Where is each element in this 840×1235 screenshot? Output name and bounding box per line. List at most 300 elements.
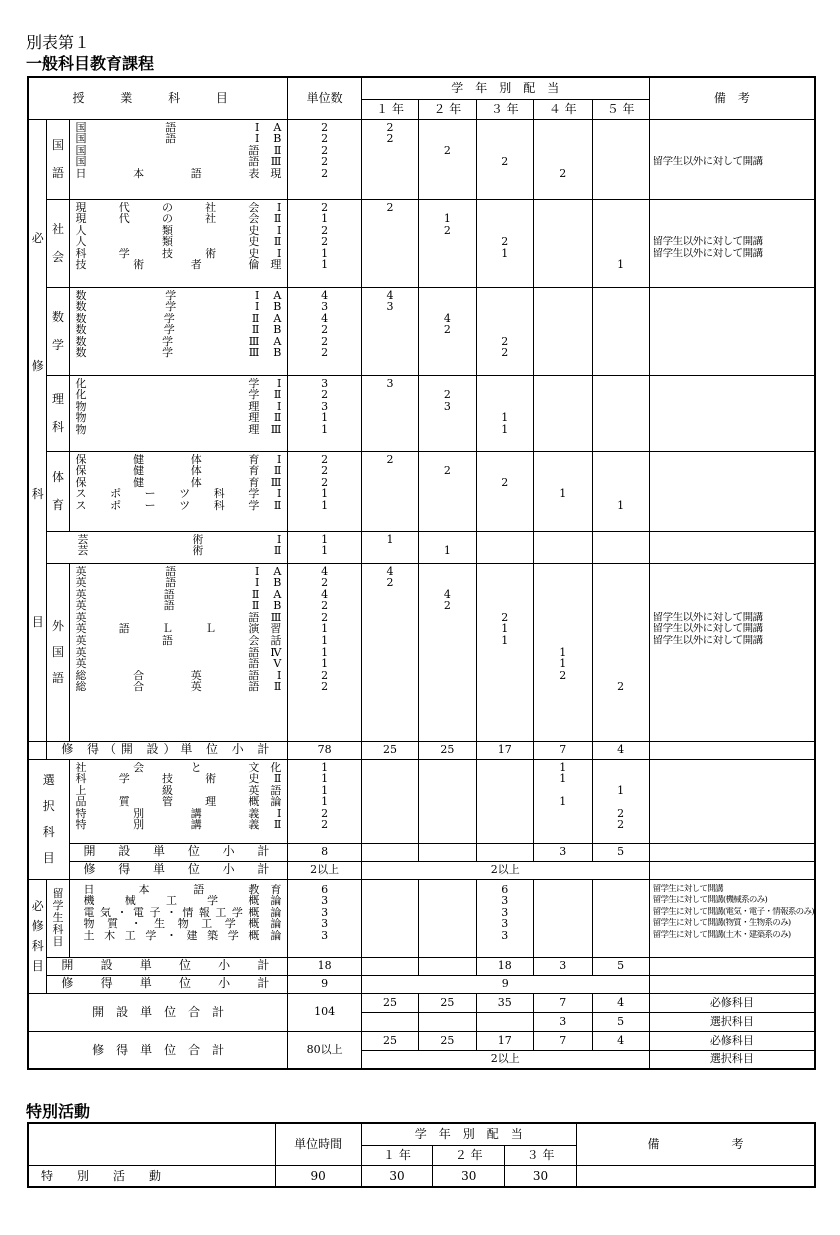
grade-col-line (593, 424, 649, 436)
grade-col-line (362, 884, 418, 896)
subject-level: Ⅱ (273, 144, 282, 157)
grade-col (476, 451, 533, 531)
remarks-col-line (653, 566, 814, 578)
total-note: 必修科目 (649, 993, 815, 1012)
subject-name: 数 学 Ⅲ (75, 335, 260, 348)
grade-dist-header: 学 年 別 配 当 (361, 77, 649, 99)
group-label (47, 287, 69, 375)
units-col-line: 3 (321, 906, 329, 919)
grade-col (533, 375, 592, 451)
subject-list (47, 531, 288, 563)
grade-col-line (362, 589, 418, 601)
subtotal-grade: 4 (592, 741, 649, 759)
group-char: 国 (51, 138, 64, 152)
subject-name: 化 学 (75, 377, 260, 390)
units-col-line: 1 (321, 259, 329, 272)
subject-level: B (273, 600, 282, 612)
grade-col-line (534, 412, 592, 424)
units-col-line: 3 (321, 929, 329, 942)
grade-col-line (593, 577, 649, 589)
grade-col-line (534, 477, 592, 489)
grade-col (361, 119, 418, 199)
grade-col-line (362, 259, 418, 271)
grade-col-line (593, 347, 649, 359)
grade-col-line: 2 (443, 465, 451, 477)
grade-col-line (362, 500, 418, 512)
grade-col-line (477, 122, 533, 134)
subject-name: 科 学 技 術 史 (75, 773, 260, 785)
grade-col-line (593, 907, 649, 919)
grade-col (476, 375, 533, 451)
grade-col (533, 199, 592, 287)
remarks-cell (649, 957, 815, 975)
units-col-line: 1 (321, 773, 329, 785)
remarks-col (649, 199, 815, 287)
remarks-col-line: 留学生以外に対して開講 (652, 623, 763, 635)
open-subtotal-units: 8 (288, 843, 362, 861)
open-subtotal-grade: 3 (533, 957, 592, 975)
units-col-line: 4 (321, 289, 329, 302)
grade-col-line (419, 259, 475, 271)
grade-col-line: 3 (501, 929, 509, 942)
remarks-col-line (653, 670, 814, 682)
units-col-line: 2 (321, 681, 329, 694)
grade-col-line: 6 (501, 883, 509, 896)
grade-col-line (362, 465, 418, 477)
grade-col-line: 2 (443, 600, 451, 612)
grade-col-line: 2 (386, 577, 394, 589)
grade-col-line (593, 623, 649, 635)
remarks-col-line: 留学生以外に対して開講 (652, 611, 763, 623)
grade-col-line (534, 895, 592, 907)
grade-col-line (593, 796, 649, 808)
grade-col-line (534, 454, 592, 466)
grade-col-line (362, 907, 418, 919)
subject-level: Ⅰ (277, 377, 282, 390)
grade-col-line (362, 347, 418, 359)
subject-name: 数 学 Ⅰ (75, 289, 260, 302)
subject-name: 人 類 史 (75, 224, 260, 237)
subject-name: 数 学 Ⅰ (75, 301, 260, 313)
open-subtotal-grade: 5 (592, 957, 649, 975)
intl-group-char: 目 (52, 935, 64, 948)
units-col-line: 2 (321, 133, 329, 145)
grade-col-line (593, 670, 649, 682)
grade-col (533, 531, 592, 563)
intl-group-char: 留 (52, 887, 64, 900)
intl-group-char: 学 (52, 899, 64, 912)
tok-grade-cell: 30 (433, 1165, 505, 1187)
subject-name: 英 語 Ⅰ (75, 577, 260, 589)
grade-col-line (477, 785, 533, 797)
subject-level: Ⅰ (277, 224, 282, 237)
grade-col-line (419, 623, 475, 635)
grade-col-line (593, 290, 649, 302)
grade-col-line (593, 600, 649, 612)
grade-col-line (419, 884, 475, 896)
grade-col-line (419, 566, 475, 578)
grade-col-line (593, 488, 649, 500)
grade-col-line (477, 577, 533, 589)
grade-header: ５ 年 (592, 99, 649, 119)
total-note: 必修科目 (649, 1031, 815, 1050)
grade-col-line: 1 (559, 658, 567, 670)
subject-level: Ⅲ (270, 611, 282, 624)
grade-col (476, 119, 533, 199)
grade-col-line (593, 918, 649, 930)
grade-col-line (477, 213, 533, 225)
subject-name: 数 学 Ⅱ (75, 312, 260, 325)
units-col-line: 2 (321, 144, 329, 157)
remarks-col-line (653, 477, 814, 489)
grade-col-line (477, 301, 533, 313)
grade-col-line (362, 635, 418, 647)
total-grade-bottom (476, 1012, 533, 1031)
remarks-col-line (653, 465, 814, 477)
grade-col-line (477, 389, 533, 401)
grade-col-line (419, 808, 475, 820)
total-grade-top: 7 (533, 1031, 592, 1050)
units-col-line: 1 (321, 646, 329, 659)
remarks-col-line (653, 324, 814, 336)
grade-col-line (534, 259, 592, 271)
remarks-col-line (653, 145, 814, 157)
grade-col-line (477, 600, 533, 612)
grade-col (533, 563, 592, 741)
grade-col-line (419, 635, 475, 647)
grade-col-line (534, 122, 592, 134)
grade-col-line (362, 773, 418, 785)
remarks-col-line (653, 658, 814, 670)
grade-col-line (534, 808, 592, 820)
grade-col-line (477, 133, 533, 145)
earn-subtotal-label: 修 得 単 位 小 計 (69, 861, 288, 879)
page-title: 一般科目教育課程 (26, 54, 155, 73)
units-header: 単位数 (288, 77, 362, 119)
remarks-col-line (653, 681, 814, 693)
group-label (47, 119, 69, 199)
grade-col (592, 375, 649, 451)
grade-col-line (419, 336, 475, 348)
subject-level: Ⅱ (273, 412, 282, 424)
subject-list (69, 563, 288, 741)
grade-col-line (593, 133, 649, 145)
elective-char: 科 (42, 825, 55, 839)
subject-name: 英 語 (75, 646, 260, 659)
required2-char: 目 (31, 959, 44, 973)
grade-col-line (362, 168, 418, 180)
subject-name: 保 健 体 育 (75, 476, 260, 489)
grade-col-line (419, 670, 475, 682)
open-subtotal-label: 開 設 単 位 小 計 (47, 957, 288, 975)
remarks-col-line: 留学生に対して開講 (652, 883, 723, 894)
subject-level: 論 (270, 796, 282, 808)
grade-col-line (534, 313, 592, 325)
grade-col-line (477, 168, 533, 180)
grade-col-line (362, 145, 418, 157)
grade-col-line (477, 145, 533, 157)
grade-col-line (534, 589, 592, 601)
units-col-line: 1 (321, 796, 329, 808)
remarks-col-line (653, 600, 814, 612)
grade-col-line: 2 (617, 807, 625, 820)
subject-name: 物 理 (75, 400, 260, 413)
subject-level: Ⅱ (273, 773, 282, 785)
subject-list (69, 759, 288, 843)
grade-col-line (593, 762, 649, 774)
remarks-col-line: 留学生以外に対して開講 (652, 156, 763, 168)
tok-grade-cell: 30 (361, 1165, 433, 1187)
grade-col-line (593, 658, 649, 670)
units-col-line: 2 (321, 611, 329, 624)
grade-col-line (534, 401, 592, 413)
grade-col-line: 2 (559, 669, 567, 682)
subject-name: ス ポ ー ツ 科 学 (75, 499, 260, 512)
grade-col (419, 375, 476, 451)
grade-col-line (477, 378, 533, 390)
elective-char: 目 (42, 851, 55, 865)
grade-col-line (477, 796, 533, 808)
open-subtotal-units: 18 (288, 957, 362, 975)
grade-col-line (362, 389, 418, 401)
earn-subtotal-units: 2以上 (288, 861, 362, 879)
subject-name: 英 語 会 (75, 635, 260, 647)
grade-col-line (477, 225, 533, 237)
remarks-col-line (653, 336, 814, 348)
grade-col-line (534, 324, 592, 336)
remarks-cell (649, 759, 815, 843)
grade-col-line: 2 (501, 156, 509, 168)
grade-col-line: 3 (501, 918, 509, 930)
remarks-col-line: 留学生に対して開講(土木・建築系のみ) (652, 929, 791, 940)
subject-name: 物 理 (75, 412, 260, 424)
grade-col-line: 3 (501, 895, 509, 907)
grade-col-line: 3 (386, 377, 394, 390)
remarks-col-line (653, 389, 814, 401)
grade-col-line (593, 589, 649, 601)
grade-col-line (534, 681, 592, 693)
units-col (288, 451, 362, 531)
grade-col (592, 531, 649, 563)
group-char: 科 (51, 420, 64, 434)
subject-name: 国 語 Ⅰ (75, 121, 260, 134)
tok-remarks-header: 備 考 (576, 1123, 815, 1165)
subject-name: 国 語 (75, 156, 260, 168)
units-col-line: 3 (321, 918, 329, 930)
remarks-col (649, 879, 815, 957)
subtotal-label: 修 得（開 設）単 位 小 計 (47, 741, 288, 759)
grade-col-line (419, 918, 475, 930)
grade-col-line (593, 301, 649, 313)
grade-col-line: 1 (617, 259, 625, 272)
grade-col-line (419, 577, 475, 589)
total-grade-top: 4 (592, 993, 649, 1012)
group-char: 語 (51, 671, 64, 685)
grade-col-line (534, 347, 592, 359)
grade-col-line (534, 635, 592, 647)
grade-col-line (534, 202, 592, 214)
grade-col-line: 1 (386, 533, 394, 546)
grade-col-line (362, 424, 418, 436)
group-label (47, 375, 69, 451)
grade-col-line (593, 248, 649, 260)
open-subtotal-grade: 3 (533, 843, 592, 861)
subject-level: Ⅰ (277, 488, 282, 500)
earn-subtotal-label: 修 得 単 位 小 計 (47, 975, 288, 993)
grade-col-line (477, 762, 533, 774)
units-col-line: 3 (321, 377, 329, 390)
grade-col (476, 879, 533, 957)
grade-col-line (419, 424, 475, 436)
units-col (288, 199, 362, 287)
group-label (47, 563, 69, 741)
elective-char: 択 (42, 799, 55, 813)
grade-col-line (477, 819, 533, 831)
subject-name: 機 械 工 学 概 (83, 895, 260, 907)
subject-name: 技 術 者 倫 (75, 259, 260, 272)
total-grade-bottom: 3 (533, 1012, 592, 1031)
tok-remarks-cell (576, 1165, 815, 1187)
grade-col (361, 199, 418, 287)
subject-level: Ⅴ (273, 658, 282, 670)
subject-name: 英 語 (75, 611, 260, 624)
required-label (28, 119, 47, 741)
subject-name: 総 合 英 語 (75, 681, 260, 694)
tok-grade-header: ３ 年 (505, 1145, 577, 1165)
grade-col-line (593, 213, 649, 225)
grade-col (533, 879, 592, 957)
grade-col-line (362, 477, 418, 489)
tok-blank-header (28, 1123, 275, 1165)
grade-col (476, 199, 533, 287)
grade-col-line (477, 454, 533, 466)
grade-col-line (419, 347, 475, 359)
grade-header: １ 年 (361, 99, 418, 119)
grade-col-line (362, 488, 418, 500)
grade-col-line (419, 477, 475, 489)
required-char: 修 (31, 359, 44, 373)
units-col-line: 2 (321, 121, 329, 134)
grade-col-line (534, 534, 592, 546)
units-col (288, 119, 362, 199)
units-col-line: 1 (321, 412, 329, 424)
grade-col-line (362, 819, 418, 831)
group-char: 国 (51, 645, 64, 659)
grade-col-line (593, 378, 649, 390)
grade-col-line (534, 577, 592, 589)
grade-col-line (534, 907, 592, 919)
subject-name: 英 語 Ⅱ (75, 588, 260, 601)
grade-col (533, 287, 592, 375)
grade-col-line (419, 248, 475, 260)
subject-level: Ⅰ (277, 247, 282, 260)
subject-name: 芸 術 (77, 545, 204, 557)
subject-level: Ⅱ (273, 819, 282, 832)
subject-level: A (273, 289, 282, 302)
grade-col-line (419, 301, 475, 313)
group-char: 数 (51, 310, 64, 324)
grade-col-line (362, 236, 418, 248)
remarks-col-line (653, 412, 814, 424)
grade-col-line: 1 (559, 773, 567, 785)
grade-col-line: 1 (443, 213, 451, 225)
remarks-col-line (653, 647, 814, 659)
subject-list (69, 287, 288, 375)
grade-col-line (477, 534, 533, 546)
subject-name: 人 類 史 (75, 236, 260, 248)
subject-level: A (273, 121, 282, 134)
grade-col-line (534, 389, 592, 401)
grade-col-line (362, 336, 418, 348)
subject-level: Ⅱ (273, 213, 282, 225)
grade-col-line (477, 670, 533, 682)
remarks-cell (649, 861, 815, 879)
grade-col-line (593, 566, 649, 578)
subject-level: Ⅲ (270, 476, 282, 489)
special-activities-table (27, 1122, 816, 1188)
units-col-line: 1 (321, 213, 329, 225)
grade-col-line: 2 (501, 335, 509, 348)
group-char: 体 (51, 470, 64, 484)
remarks-col-line (653, 347, 814, 359)
grade-col-line (419, 534, 475, 546)
grade-col-line (477, 324, 533, 336)
grade-col-line (477, 658, 533, 670)
subject-level: Ⅰ (277, 400, 282, 413)
subject-name: 保 健 体 育 (75, 453, 260, 466)
intl-group-char: 科 (52, 923, 64, 936)
grade-col-line (419, 488, 475, 500)
grade-col-line (362, 670, 418, 682)
subject-level: Ⅰ (277, 201, 282, 214)
remarks-col-line (653, 545, 814, 557)
grade-col (361, 531, 418, 563)
remarks-col-line (653, 213, 814, 225)
grade-col-line (593, 545, 649, 557)
grade-col-line: 2 (386, 453, 394, 466)
subject-list (69, 119, 288, 199)
total-note: 選択科目 (649, 1012, 815, 1031)
grade-col-line (477, 773, 533, 785)
grade-header: ２ 年 (419, 99, 476, 119)
grade-col-line: 3 (501, 906, 509, 919)
grade-col-line: 2 (386, 121, 394, 134)
subject-name: 数 学 Ⅲ (75, 347, 260, 360)
grade-col-line (534, 225, 592, 237)
subject-list (69, 375, 288, 451)
units-col (288, 375, 362, 451)
open-subtotal-grade (419, 957, 476, 975)
grade-col-line (419, 612, 475, 624)
total-grade-top: 35 (476, 993, 533, 1012)
tok-units-header: 単位時間 (275, 1123, 361, 1165)
grade-col-line: 2 (501, 347, 509, 360)
intl-group-char: 生 (52, 911, 64, 924)
grade-col (476, 759, 533, 843)
grade-col-line (419, 819, 475, 831)
units-col-line: 3 (321, 895, 329, 907)
subject-list (69, 879, 288, 957)
grade-col-line (534, 301, 592, 313)
remarks-col-line (653, 577, 814, 589)
remarks-col (649, 531, 815, 563)
grade-col-line (419, 378, 475, 390)
subject-level: Ⅱ (273, 681, 282, 694)
subject-name: 英 語 Ⅱ (75, 600, 260, 612)
remarks-col-line (653, 424, 814, 436)
remarks-col-line (653, 225, 814, 237)
grade-col-line (534, 424, 592, 436)
